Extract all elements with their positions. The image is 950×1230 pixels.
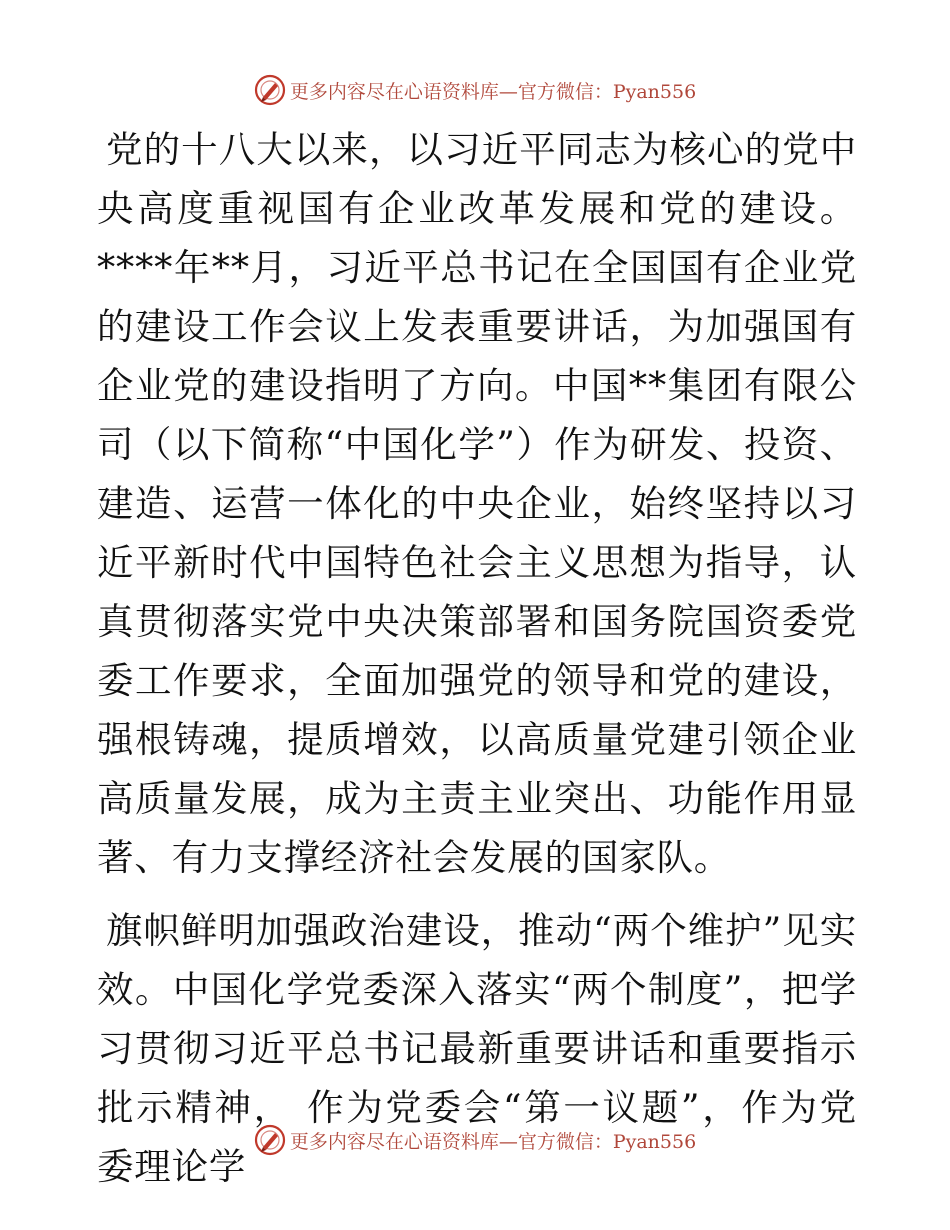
footer-banner xyxy=(0,1122,950,1158)
paragraph-2: 旗帜鲜明加强政治建设，推动“两个维护”见实效。中国化学党委深入落实“两个制度”，把学习贯彻习近平总书记最新重要讲话和重要指示批示精神， 作为党委会“第一议题”，作为党委理论学 xyxy=(97,909,857,1188)
pen-logo-icon xyxy=(254,74,286,106)
header-banner xyxy=(0,72,950,108)
header-banner-text: 更多内容尽在心语资料库—官方微信：Pyan556 xyxy=(289,80,697,103)
document-body xyxy=(97,120,857,1196)
paragraph-1: 党的十八大以来，以习近平同志为核心的党中央高度重视国有企业改革发展和党的建设。****年**月，习近平总书记在全国国有企业党的建设工作会议上发表重要讲话，为加强国有企业党的建设指明了方向。中国**集团有限公司（以下简称“中国化学”）作为研发、投资、建造、运营一体化的中央企业，始终坚持以习近平新时代中国特色社会主义思想为指导，认真贯彻落实党中央决策部署和国务院国资委党委工作要求，全面加强党的领导和党的建设， 强根铸魂，提质增效，以高质量党建引领企业高质量发展，成为主责主业突出、功能作用显著、有力支撑经济社会发展的国家队。 xyxy=(97,128,857,879)
footer-banner-text: 更多内容尽在心语资料库—官方微信：Pyan556 xyxy=(289,1130,697,1153)
pen-logo-icon xyxy=(254,1124,286,1156)
